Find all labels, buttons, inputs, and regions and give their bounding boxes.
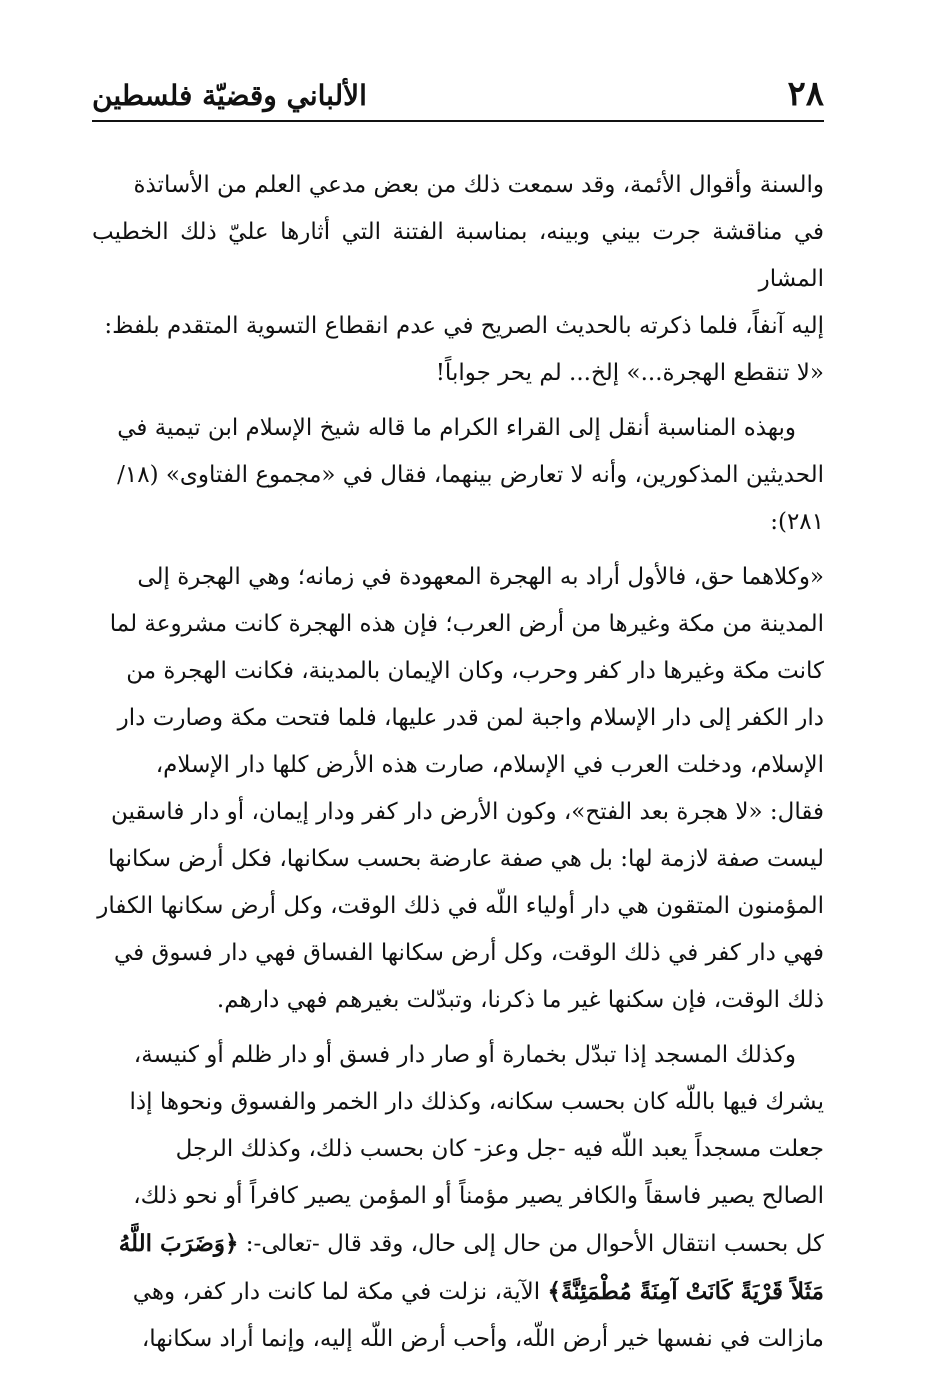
text-line: فقال: «لا هجرة بعد الفتح»، وكون الأرض دار كفر ودار إيمان، أو دار فاسقين	[110, 799, 824, 825]
paragraph	[92, 162, 824, 397]
text-line: والسنة وأقوال الأئمة، وقد سمعت ذلك من بعض مدعي العلم من الأساتذة	[133, 172, 824, 198]
text-line: كانت مكة وغيرها دار كفر وحرب، وكان الإيمان بالمدينة، فكانت الهجرة من	[126, 658, 824, 684]
body-text	[92, 162, 824, 1363]
text-span: كل بحسب انتقال الأحوال من حال إلى حال، وقد قال -تعالى-:	[238, 1231, 824, 1257]
text-line: المؤمنون المتقون هي دار أولياء اللّه في ذلك الوقت، وكل أرض سكانها الكفار	[97, 893, 824, 919]
running-title: الألباني وقضيّة فلسطين	[92, 79, 367, 112]
page-number: ٢٨	[787, 74, 824, 114]
page-header	[92, 66, 824, 122]
text-line: ليست صفة لازمة لها: بل هي صفة عارضة بحسب سكانها، فكل أرض سكانها	[107, 846, 824, 872]
paragraph	[92, 405, 824, 546]
text-line: «لا تنقطع الهجرة...» إلخ... لم يحر جواباً!	[435, 360, 824, 386]
text-line: دار الكفر إلى دار الإسلام واجبة لمن قدر عليها، فلما فتحت مكة وصارت دار	[117, 705, 824, 731]
text-line: ٢٨١):	[770, 509, 824, 535]
paragraph	[92, 1032, 824, 1363]
text-line: المدينة من مكة وغيرها من أرض العرب؛ فإن هذه الهجرة كانت مشروعة لما	[109, 611, 824, 637]
text-line: يشرك فيها باللّه كان بحسب سكانه، وكذلك دار الخمر والفسوق ونحوها إذا	[129, 1089, 824, 1115]
text-line: جعلت مسجداً يعبد اللّه فيه -جل وعز- كان بحسب ذلك، وكذلك الرجل	[175, 1136, 824, 1162]
quotation-paragraph	[92, 554, 824, 1024]
text-line: وبهذه المناسبة أنقل إلى القراء الكرام ما قاله شيخ الإسلام ابن تيمية في	[117, 415, 796, 441]
text-line: في مناقشة جرت بيني وبينه، بمناسبة الفتنة التي أثارها عليّ ذلك الخطيب المشار	[92, 219, 824, 292]
text-line	[92, 1268, 824, 1316]
quran-verse: ﴿وَضَرَبَ اللَّهُ	[118, 1230, 239, 1257]
quran-verse: مَثَلاً قَرْيَةً كَانَتْ آمِنَةً مُطْمَئِنَّةً﴾	[547, 1278, 824, 1305]
text-line: إليه آنفاً، فلما ذكرته بالحديث الصريح في عدم انقطاع التسوية المتقدم بلفظ:	[104, 313, 824, 339]
text-line	[92, 1220, 824, 1268]
text-line: وكذلك المسجد إذا تبدّل بخمارة أو صار دار فسق أو دار ظلم أو كنيسة،	[133, 1042, 796, 1068]
text-line: الإسلام، ودخلت العرب في الإسلام، صارت هذه الأرض كلها دار الإسلام،	[155, 752, 824, 778]
text-line: الحديثين المذكورين، وأنه لا تعارض بينهما، فقال في «مجموع الفتاوى» (١٨/	[117, 462, 824, 488]
text-line: مازالت في نفسها خير أرض اللّه، وأحب أرض اللّه إليه، وإنما أراد سكانها،	[141, 1326, 824, 1352]
text-line: «وكلاهما حق، فالأول أراد به الهجرة المعهودة في زمانه؛ وهي الهجرة إلى	[137, 564, 824, 590]
text-line: الصالح يصير فاسقاً والكافر يصير مؤمناً أو المؤمن يصير كافراً أو نحو ذلك،	[133, 1183, 824, 1209]
text-span: الآية، نزلت في مكة لما كانت دار كفر، وهي	[132, 1279, 548, 1305]
text-line: فهي دار كفر في ذلك الوقت، وكل أرض سكانها الفساق فهي دار فسوق في	[114, 940, 824, 966]
text-line: ذلك الوقت، فإن سكنها غير ما ذكرنا، وتبدّلت بغيرهم فهي دارهم.	[216, 987, 824, 1013]
